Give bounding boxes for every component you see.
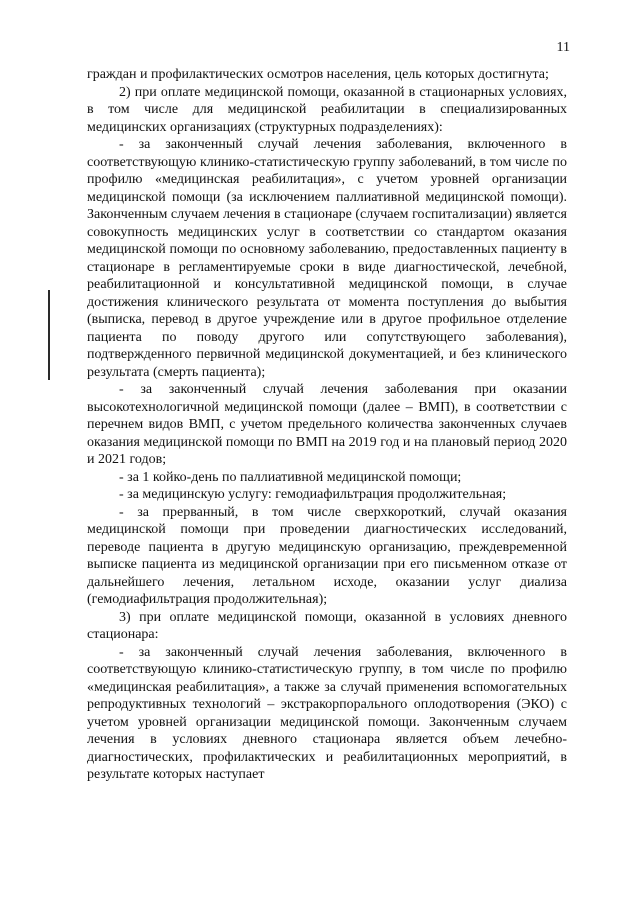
- page-number: 11: [556, 40, 570, 55]
- paragraph: - за прерванный, в том числе сверхкороткий, случай оказания медицинской помощи при проведении диагностических исследований, переводе пациента в другую медицинскую организацию, преждевременной выписке пациента из медицинской организации при его письменном отказе от дальнейшего лечения, летальном исходе, оказании услуг диализа (гемодиафильтрация продолжительная);: [87, 504, 567, 607]
- paragraph: - за законченный случай лечения заболевания при оказании высокотехнологичной медицинской помощи (далее – ВМП), в соответствии с перечнем видов ВМП, с учетом предельного количества законченных случаев оказания медицинской помощи по ВМП на 2019 год и на плановый период 2020 и 2021 годов;: [87, 382, 567, 467]
- paragraph: 2) при оплате медицинской помощи, оказанной в стационарных условиях, в том числе для медицинской реабилитации в специализированных медицинских организациях (структурных подразделениях):: [87, 84, 567, 135]
- paragraph: - за медицинскую услугу: гемодиафильтрация продолжительная;: [119, 487, 507, 502]
- paragraph: - за законченный случай лечения заболевания, включенного в соответствующую клинико-статистическую группу заболеваний, в том числе по профилю «медицинская реабилитация», с учетом уровней организации медицинской помощи (за исключением паллиативной медицинской помощи). Законченным случаем лечения в стационаре (случаем госпитализации) является совокупность медицинских услуг в соответствии со стандартом оказания медицинской помощи по основному заболеванию, предоставленных пациенту в стационаре в регламентируемые сроки в виде диагностической, лечебной, реабилитационной и консультативной медицинской помощи, в случае достижения клинического результата от момента поступления до выбытия (выписка, перевод в другое учреждение или в другое профильное отделение пациента по поводу другого или сопутствующего заболевания), подтвержденного первичной медицинской документацией, и без клинического результата (смерть пациента);: [87, 137, 567, 380]
- paragraph: 3) при оплате медицинской помощи, оказанной в условиях дневного стационара:: [87, 609, 567, 642]
- paragraph: граждан и профилактических осмотров населения, цель которых достигнута;: [87, 67, 549, 82]
- paragraph: - за законченный случай лечения заболевания, включенного в соответствующую клинико-статистическую группу, в том числе по профилю «медицинская реабилитация», а также за случай применения вспомогательных репродуктивных технологий – экстракорпорального оплодотворения (ЭКО) с учетом уровней организации медицинской помощи. Законченным случаем лечения в условиях дневного стационара является объем лечебно-диагностических, профилактических и реабилитационных мероприятий, в результате которых наступает: [87, 644, 567, 782]
- paragraph: - за 1 койко-день по паллиативной медицинской помощи;: [119, 469, 462, 485]
- document-body: [87, 66, 567, 784]
- margin-mark: [48, 290, 50, 380]
